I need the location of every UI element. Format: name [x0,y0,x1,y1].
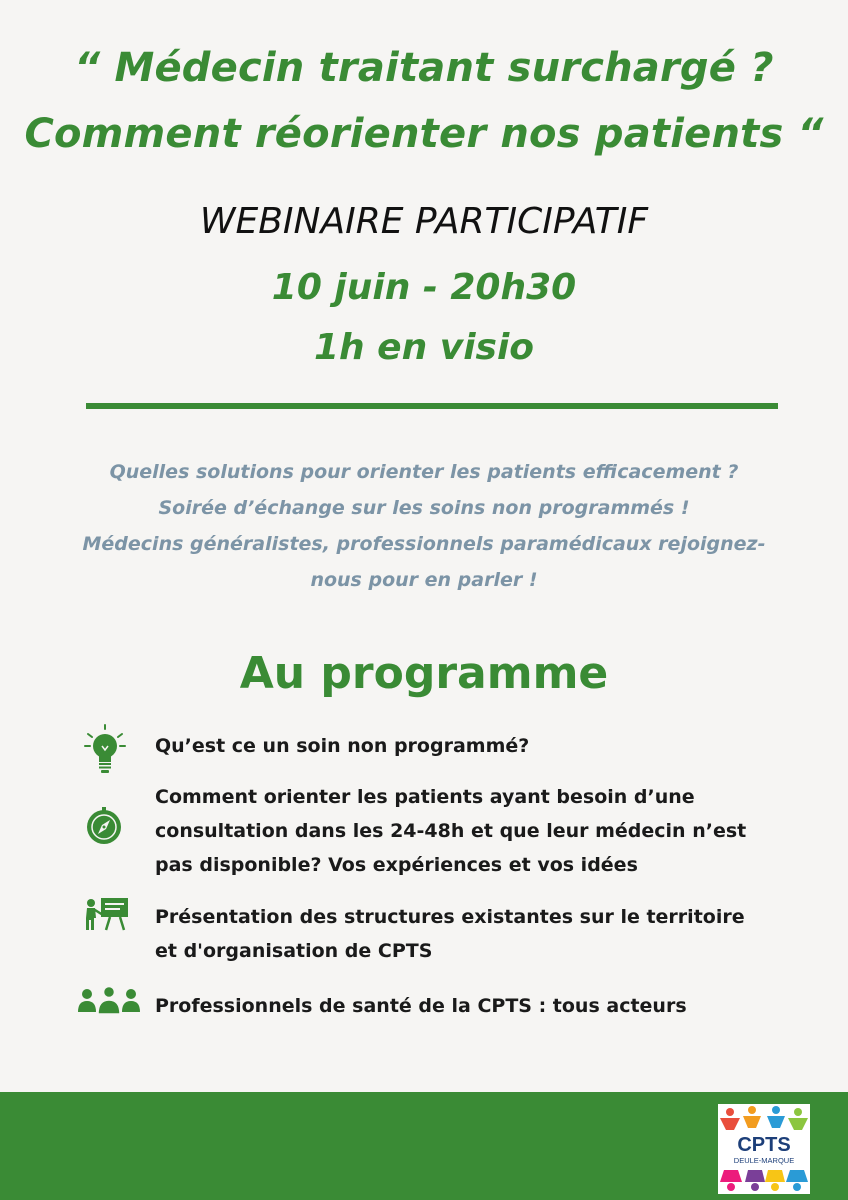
program-item-2 [155,780,815,882]
lightbulb-icon [82,724,128,774]
program-item-3-line-1: Présentation des structures existantes sur le territoire [155,906,745,928]
group-icon [76,986,142,1016]
intro-line-4: nous pour en parler ! [310,569,538,591]
program-item-3 [155,900,815,968]
program-item-4-line: Professionnels de santé de la CPTS : tous acteurs [155,995,687,1017]
header-divider [86,403,778,409]
program-item-3-line-2: et d'organisation de CPTS [155,940,433,962]
event-duration: 1h en visio [313,327,535,368]
compass-icon [84,806,124,846]
program-item-1 [155,729,815,763]
program-title: Au programme [239,648,609,699]
program-item-2-line-2: consultation dans les 24-48h et que leur médecin n’est [155,820,747,842]
event-type: WEBINAIRE PARTICIPATIF [199,201,649,242]
intro-line-1: Quelles solutions pour orienter les patients efficacement ? [109,461,739,483]
title-line-2: Comment réorienter nos patients “ [24,111,824,157]
title-line-1: “ Médecin traitant surchargé ? [74,45,774,91]
intro-line-2: Soirée d’échange sur les soins non programmés ! [158,497,690,519]
logo-subtitle: DEULE-MARQUE [733,1156,795,1165]
cpts-logo [718,1104,810,1194]
program-item-2-line-1: Comment orienter les patients ayant besoin d’une [155,786,695,808]
program-item-1-line: Qu’est ce un soin non programmé? [155,735,530,757]
logo-name: CPTS [737,1134,791,1156]
event-date-time: 10 juin - 20h30 [271,267,577,308]
program-item-4 [155,989,815,1023]
intro-line-3: Médecins généralistes, professionnels paramédicaux rejoignez- [82,533,766,555]
program-item-2-line-3: pas disponible? Vos expériences et vos idées [155,854,638,876]
presentation-icon [84,896,130,932]
